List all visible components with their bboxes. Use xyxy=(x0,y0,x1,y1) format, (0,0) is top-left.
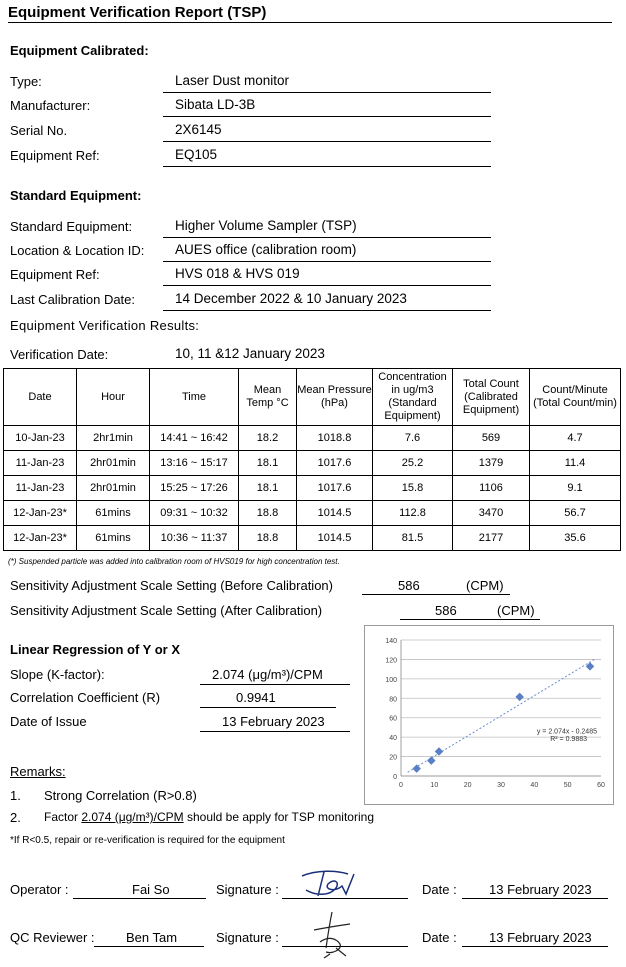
x-tick-label: 20 xyxy=(463,782,472,789)
y-tick-label: 0 xyxy=(393,774,397,781)
y-tick-label: 100 xyxy=(385,676,397,684)
cell-pressure: 1017.6 xyxy=(297,476,373,501)
sensitivity-before-underline xyxy=(362,594,510,595)
cell-total-count: 2177 xyxy=(453,526,530,551)
remark-2-factor: 2.074 (μg/m³)/CPM xyxy=(81,810,184,824)
slope-value: 2.074 (μg/m³)/CPM xyxy=(212,667,323,682)
issue-label: Date of Issue xyxy=(10,714,87,729)
verification-date-label: Verification Date: xyxy=(10,347,109,362)
col-header-mean-temp: Mean Temp °C xyxy=(239,369,297,426)
cell-temp: 18.1 xyxy=(239,451,297,476)
standard-ref-label: Equipment Ref: xyxy=(10,267,100,282)
corr-underline xyxy=(200,707,336,708)
operator-date: 13 February 2023 xyxy=(489,882,592,897)
standard-equipment-value: Higher Volume Sampler (TSP) xyxy=(175,218,357,233)
trend-r-squared: R² = 0.9883 xyxy=(550,736,587,744)
cell-hour: 61mins xyxy=(77,501,150,526)
remark-note: *If R<0.5, repair or re-verification is required for the equipment xyxy=(10,835,285,846)
x-tick-label: 10 xyxy=(430,782,439,789)
type-underline xyxy=(163,92,491,93)
cell-hour: 61mins xyxy=(77,526,150,551)
cell-total-count: 569 xyxy=(453,426,530,451)
operator-signature-image xyxy=(296,866,366,900)
data-point xyxy=(412,764,420,772)
remark-2-prefix: Factor xyxy=(44,810,79,824)
col-header-count-minute: Count/Minute (Total Count/min) xyxy=(530,369,621,426)
cell-concentration: 15.8 xyxy=(373,476,453,501)
qc-signature-label: Signature : xyxy=(216,930,279,945)
equipment-ref-label: Equipment Ref: xyxy=(10,148,100,163)
table-row xyxy=(4,526,621,551)
serial-underline xyxy=(163,141,491,142)
location-underline xyxy=(163,261,491,262)
standard-heading: Standard Equipment: xyxy=(10,188,142,203)
col-header-total-count: Total Count (Calibrated Equipment) xyxy=(453,369,530,426)
corr-label: Correlation Coefficient (R) xyxy=(10,690,161,705)
qc-label: QC Reviewer : xyxy=(10,930,95,945)
col-header-concentration: Concentration in ug/m3 (Standard Equipment) xyxy=(373,369,453,426)
cell-time: 14:41 ~ 16:42 xyxy=(150,426,239,451)
x-tick-label: 50 xyxy=(563,782,572,789)
cell-concentration: 7.6 xyxy=(373,426,453,451)
cell-total-count: 1379 xyxy=(453,451,530,476)
cell-concentration: 112.8 xyxy=(373,501,453,526)
y-tick-label: 140 xyxy=(385,638,397,645)
remark-2-number: 2. xyxy=(10,810,21,825)
slope-underline xyxy=(200,684,350,685)
cell-pressure: 1014.5 xyxy=(297,526,373,551)
cell-concentration: 81.5 xyxy=(373,526,453,551)
y-tick-label: 80 xyxy=(389,696,397,704)
cell-temp: 18.2 xyxy=(239,426,297,451)
remarks-heading: Remarks: xyxy=(10,764,66,779)
remark-2-suffix: should be apply for TSP monitoring xyxy=(186,810,374,824)
cell-count-minute: 35.6 xyxy=(530,526,621,551)
verification-date-value: 10, 11 &12 January 2023 xyxy=(175,346,325,361)
sensitivity-before-unit: (CPM) xyxy=(466,578,504,593)
cell-count-minute: 9.1 xyxy=(530,476,621,501)
sensitivity-after-label: Sensitivity Adjustment Scale Setting (After Calibration) xyxy=(10,603,323,618)
operator-signature-label: Signature : xyxy=(216,882,279,897)
cell-total-count: 3470 xyxy=(453,501,530,526)
cell-pressure: 1017.6 xyxy=(297,451,373,476)
y-tick-label: 20 xyxy=(389,754,397,762)
y-tick-label: 40 xyxy=(389,735,397,743)
serial-label: Serial No. xyxy=(10,123,68,138)
table-footnote: (*) Suspended particle was added into calibration room of HVS019 for high concentration test. xyxy=(8,557,340,566)
cell-pressure: 1018.8 xyxy=(297,426,373,451)
cell-temp: 18.8 xyxy=(239,501,297,526)
x-tick-label: 60 xyxy=(597,782,605,789)
serial-value: 2X6145 xyxy=(175,122,222,137)
cell-date: 11-Jan-23 xyxy=(4,476,77,501)
y-tick-label: 60 xyxy=(389,715,397,723)
table-row xyxy=(4,476,621,501)
cell-time: 10:36 ~ 11:37 xyxy=(150,526,239,551)
x-tick-label: 0 xyxy=(399,782,403,789)
cell-concentration: 25.2 xyxy=(373,451,453,476)
table-header-row xyxy=(4,369,621,426)
last-calibration-underline xyxy=(163,310,491,311)
cell-date: 10-Jan-23 xyxy=(4,426,77,451)
equipment-ref-value: EQ105 xyxy=(175,147,218,162)
type-label: Type: xyxy=(10,74,42,89)
cell-date: 11-Jan-23 xyxy=(4,451,77,476)
sensitivity-after-underline xyxy=(400,619,540,620)
last-calibration-value: 14 December 2022 & 10 January 2023 xyxy=(175,291,407,306)
corr-value: 0.9941 xyxy=(236,690,276,705)
table-row xyxy=(4,426,621,451)
regression-heading: Linear Regression of Y or X xyxy=(10,642,181,657)
cell-time: 15:25 ~ 17:26 xyxy=(150,476,239,501)
col-header-date: Date xyxy=(4,369,77,426)
cell-time: 09:31 ~ 10:32 xyxy=(150,501,239,526)
equipment-ref-underline xyxy=(163,166,491,167)
manufacturer-value: Sibata LD-3B xyxy=(175,97,256,112)
cell-hour: 2hr01min xyxy=(77,476,150,501)
qc-name: Ben Tam xyxy=(126,930,178,945)
col-header-mean-pressure: Mean Pressure (hPa) xyxy=(297,369,373,426)
last-calibration-label: Last Calibration Date: xyxy=(10,292,136,307)
sensitivity-before-value: 586 xyxy=(398,578,420,593)
qc-date-underline xyxy=(462,946,608,947)
remark-1-number: 1. xyxy=(10,788,21,803)
cell-time: 13:16 ~ 15:17 xyxy=(150,451,239,476)
cell-total-count: 1106 xyxy=(453,476,530,501)
trendline xyxy=(408,659,595,772)
cell-count-minute: 11.4 xyxy=(530,451,621,476)
calibrated-heading: Equipment Calibrated: xyxy=(10,43,149,58)
slope-label: Slope (K-factor): xyxy=(10,667,105,682)
trend-equation: y = 2.074x - 0.2485 xyxy=(536,728,597,736)
table-row xyxy=(4,501,621,526)
qc-underline xyxy=(94,946,204,947)
regression-chart-svg xyxy=(365,626,613,804)
standard-ref-underline xyxy=(163,285,491,286)
manufacturer-underline xyxy=(163,116,491,117)
cell-pressure: 1014.5 xyxy=(297,501,373,526)
issue-value: 13 February 2023 xyxy=(222,714,325,729)
type-value: Laser Dust monitor xyxy=(175,73,290,88)
data-point xyxy=(515,693,523,701)
cell-temp: 18.1 xyxy=(239,476,297,501)
report-title: Equipment Verification Report (TSP) xyxy=(8,4,267,21)
standard-equipment-label: Standard Equipment: xyxy=(10,219,133,234)
regression-chart xyxy=(364,625,614,805)
operator-underline xyxy=(73,898,206,899)
col-header-hour: Hour xyxy=(77,369,150,426)
title-divider xyxy=(8,22,612,23)
location-label: Location & Location ID: xyxy=(10,243,145,258)
sensitivity-before-label: Sensitivity Adjustment Scale Setting (Before Calibration) xyxy=(10,578,333,593)
operator-date-underline xyxy=(462,898,608,899)
manufacturer-label: Manufacturer: xyxy=(10,98,91,113)
cell-count-minute: 56.7 xyxy=(530,501,621,526)
remark-1-text: Strong Correlation (R>0.8) xyxy=(44,788,197,803)
verification-table xyxy=(3,368,621,551)
cell-date: 12-Jan-23* xyxy=(4,501,77,526)
cell-date: 12-Jan-23* xyxy=(4,526,77,551)
col-header-time: Time xyxy=(150,369,239,426)
qc-signature-image xyxy=(306,908,360,960)
issue-underline xyxy=(200,731,350,732)
sensitivity-after-unit: (CPM) xyxy=(497,603,535,618)
x-tick-label: 40 xyxy=(530,782,539,789)
data-point xyxy=(427,756,435,764)
cell-hour: 2hr01min xyxy=(77,451,150,476)
standard-ref-value: HVS 018 & HVS 019 xyxy=(175,266,300,281)
cell-hour: 2hr1min xyxy=(77,426,150,451)
qc-date: 13 February 2023 xyxy=(489,930,592,945)
qc-date-label: Date : xyxy=(422,930,457,945)
operator-date-label: Date : xyxy=(422,882,457,897)
y-tick-label: 120 xyxy=(385,657,397,665)
cell-temp: 18.8 xyxy=(239,526,297,551)
operator-label: Operator : xyxy=(10,882,69,897)
table-row xyxy=(4,451,621,476)
operator-name: Fai So xyxy=(132,882,170,897)
location-value: AUES office (calibration room) xyxy=(175,242,357,257)
results-heading: Equipment Verification Results: xyxy=(10,318,200,333)
cell-count-minute: 4.7 xyxy=(530,426,621,451)
remark-2-line xyxy=(44,810,374,824)
standard-equipment-underline xyxy=(163,237,491,238)
x-tick-label: 30 xyxy=(497,782,505,789)
sensitivity-after-value: 586 xyxy=(435,603,457,618)
